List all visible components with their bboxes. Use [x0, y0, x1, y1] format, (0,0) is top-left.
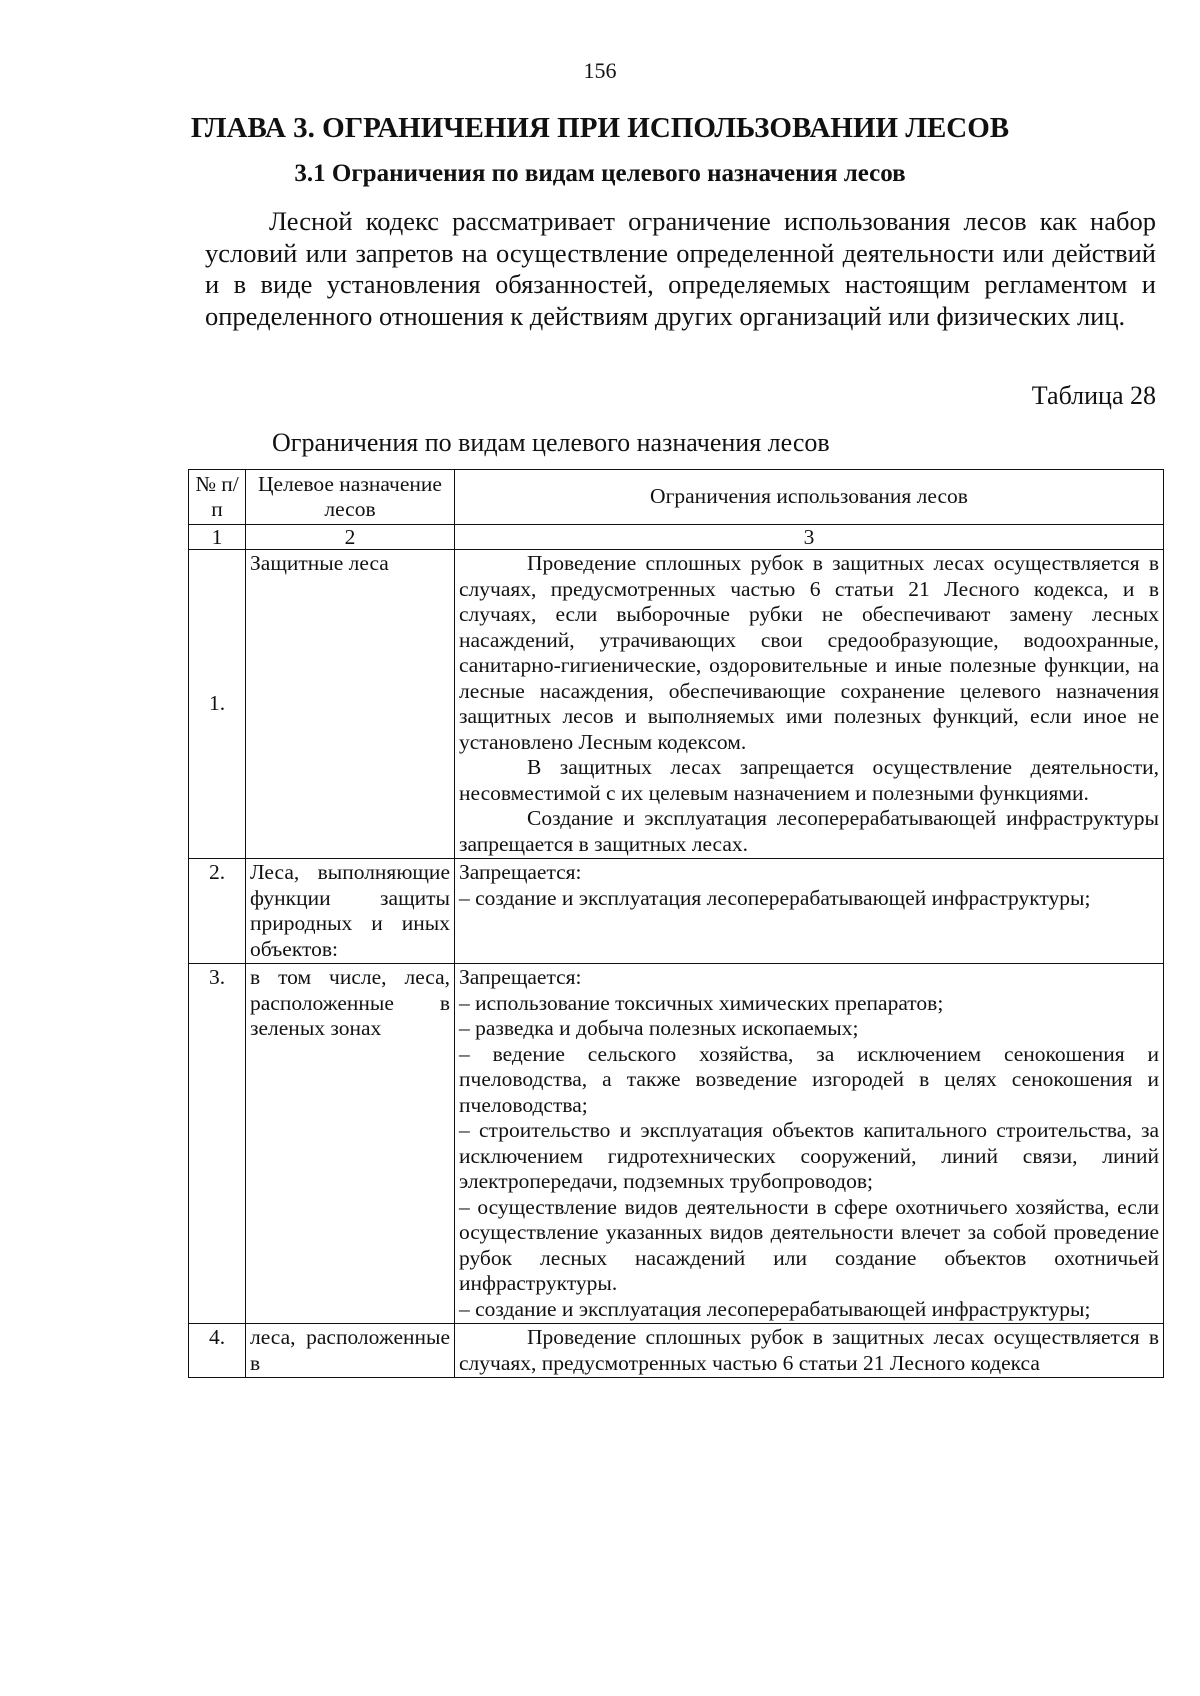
restriction-item: – ведение сельского хозяйства, за исключением сенокошения и пчеловодства, а также возведение изгородей в целях сенокошения и пчеловодства;	[459, 1041, 1159, 1117]
table-number: Таблица 28	[1031, 381, 1156, 410]
row-purpose: в том числе, леса, расположенные в зеленых зонах	[246, 964, 455, 1324]
restriction-paragraph: В защитных лесах запрещается осуществление деятельности, несовместимой с их целевым назначением и полезными функциями.	[459, 755, 1159, 805]
row-purpose: Защитные леса	[246, 550, 455, 859]
row-restrictions	[455, 1324, 1164, 1378]
table-row	[189, 859, 1164, 964]
row-purpose: Леса, выполняющие функции защиты природных и иных объектов:	[246, 859, 455, 964]
column-number-3: 3	[455, 525, 1164, 550]
row-number: 2.	[189, 859, 246, 964]
restrictions-table	[188, 469, 1164, 1378]
row-restrictions	[455, 859, 1164, 964]
column-number-1: 1	[189, 525, 246, 550]
row-number: 1.	[189, 550, 246, 859]
table-row	[189, 964, 1164, 1324]
restriction-intro: Запрещается:	[459, 965, 582, 989]
restriction-paragraph: Проведение сплошных рубок в защитных лесах осуществляется в случаях, предусмотренных частью 6 статьи 21 Лесного кодекса	[459, 1325, 1159, 1375]
restriction-item: – осуществление видов деятельности в сфере охотничьего хозяйства, если осуществление указанных видов деятельности влечет за собой проведение рубок лесных насаждений или создание объектов охотничьей инфраструктуры.	[459, 1194, 1159, 1295]
table-header-row	[189, 470, 1164, 525]
row-restrictions	[455, 964, 1164, 1324]
restriction-item: – разведка и добыча полезных ископаемых;	[459, 1016, 859, 1040]
row-restrictions	[455, 550, 1164, 859]
restriction-item: – строительство и эксплуатация объектов капитального строительства, за исключением гидротехнических сооружений, линий связи, линий электропередачи, подземных трубопроводов;	[459, 1118, 1159, 1193]
header-number: № п/п	[189, 470, 246, 525]
table-caption: Ограничения по видам целевого назначения лесов	[272, 428, 830, 457]
chapter-title: ГЛАВА 3. ОГРАНИЧЕНИЯ ПРИ ИСПОЛЬЗОВАНИИ ЛЕСОВ	[190, 112, 1010, 144]
column-number-2: 2	[246, 525, 455, 550]
restriction-paragraph: Проведение сплошных рубок в защитных лесах осуществляется в случаях, предусмотренных частью 6 статьи 21 Лесного кодекса, и в случаях, если выборочные рубки не обеспечивают замену лесных насаждений, утрачивающих свои средообразующие, водоохранные, санитарно-гигиенические, оздоровительные и иные полезные функции, на лесные насаждения, обеспечивающие сохранение целевого назначения защитных лесов и выполняемых ими полезных функций, если иное не установлено Лесным кодексом.	[459, 551, 1159, 754]
restriction-intro: Запрещается:	[459, 860, 582, 884]
table-row	[189, 1324, 1164, 1378]
column-number-row	[189, 525, 1164, 550]
row-number: 4.	[189, 1324, 246, 1378]
header-restrictions: Ограничения использования лесов	[455, 470, 1164, 525]
restriction-item: – создание и эксплуатация лесоперерабатывающей инфраструктуры;	[459, 885, 1091, 910]
section-title: 3.1 Ограничения по видам целевого назначения лесов	[294, 160, 906, 187]
row-purpose: леса, расположенные в	[246, 1324, 455, 1378]
row-number: 3.	[189, 964, 246, 1324]
page-number: 156	[583, 58, 617, 83]
header-purpose: Целевое назначение лесов	[246, 470, 455, 525]
restriction-item: – использование токсичных химических препаратов;	[459, 990, 944, 1015]
restriction-item: – создание и эксплуатация лесоперерабатывающей инфраструктуры;	[459, 1296, 1091, 1321]
restriction-paragraph: Создание и эксплуатация лесоперерабатывающей инфраструктуры запрещается в защитных лесах.	[459, 806, 1159, 856]
intro-paragraph: Лесной кодекс рассматривает ограничение использования лесов как набор условий или запретов на осуществление определенной деятельности или действий и в виде установления обязанностей, определяемых настоящим регламентом и определенного отношения к действиям других организаций или физических лиц.	[205, 206, 1156, 331]
table-row	[189, 550, 1164, 859]
